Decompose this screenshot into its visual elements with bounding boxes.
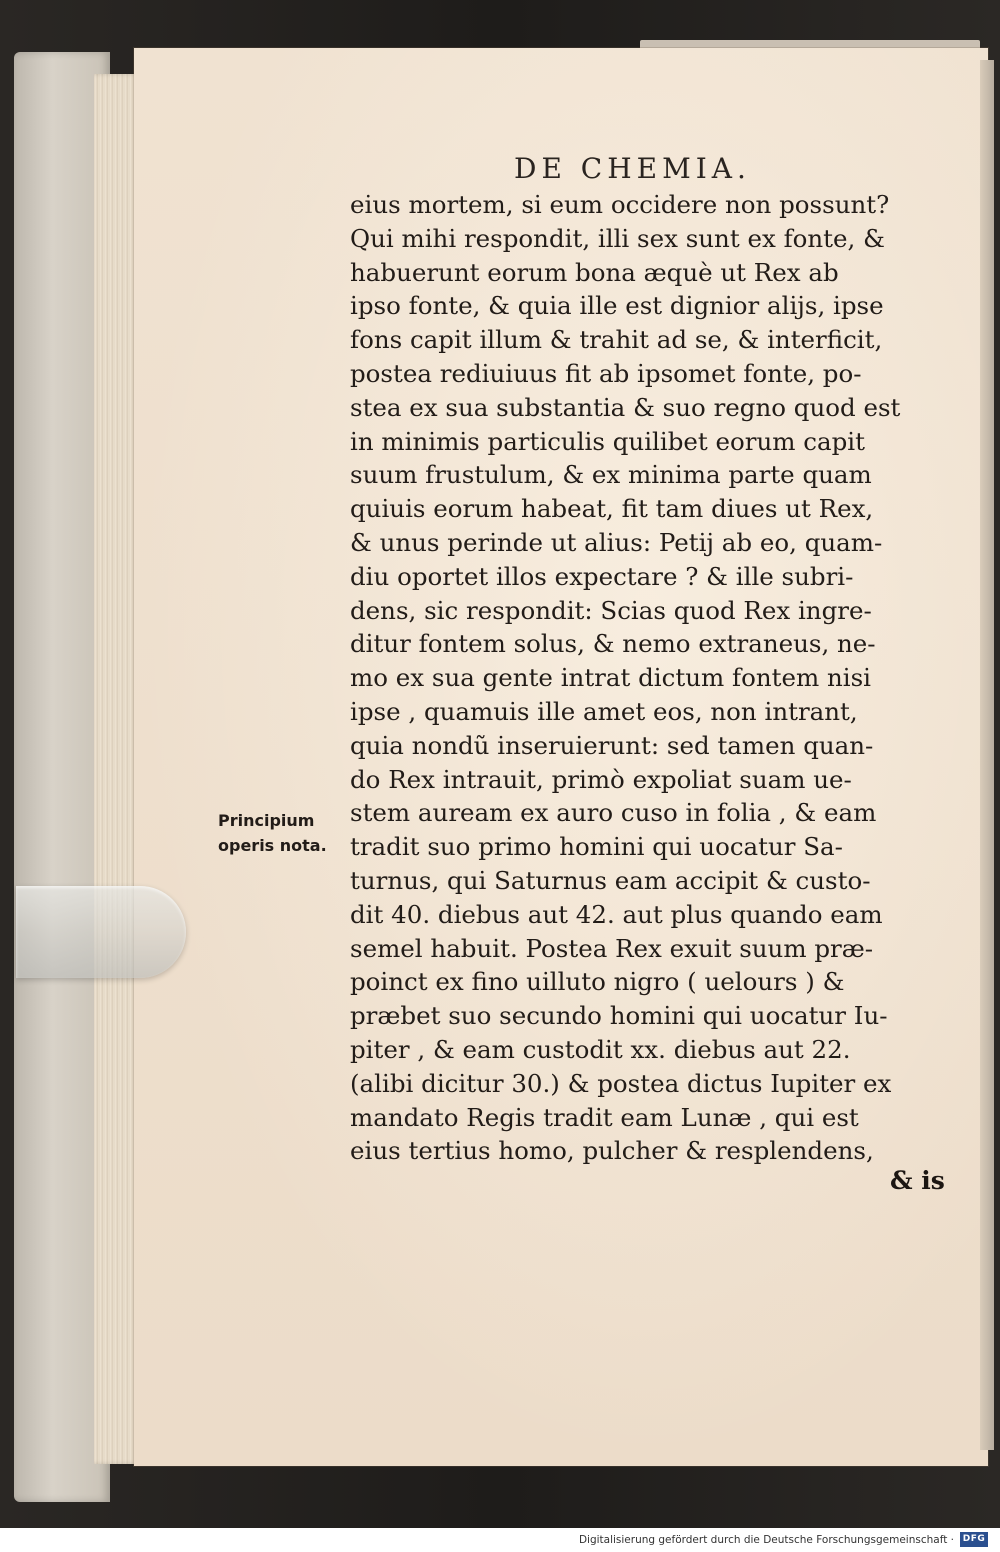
text-line: & unus perinde ut alius: Petij ab eo, quam- — [350, 527, 883, 557]
text-line: poinct ex fino uilluto nigro ( uelours ) & — [350, 967, 845, 997]
text-line: dens, sic respondit: Scias quod Rex ingre- — [350, 595, 872, 625]
text-line: diu oportet illos expectare ? & ille subri- — [350, 561, 854, 591]
text-line: in minimis particulis quilibet eorum capit — [350, 426, 865, 456]
text-line: mandato Regis tradit eam Lunæ , qui est — [350, 1102, 859, 1132]
text-line: Qui mihi respondit, illi sex sunt ex fonte, & — [350, 223, 885, 253]
running-head: DE CHEMIA. — [514, 152, 751, 185]
text-line: quia nondũ inseruierunt: sed tamen quan- — [350, 730, 874, 760]
text-line: eius tertius homo, pulcher & resplendens, — [350, 1136, 874, 1166]
catchword: & is — [890, 1166, 945, 1195]
text-line: postea rediuiuus fit ab ipsomet fonte, po- — [350, 358, 862, 388]
text-line: (alibi dicitur 30.) & postea dictus Iupiter ex — [350, 1068, 892, 1098]
text-line: stem auream ex auro cuso in folia , & eam — [350, 798, 877, 828]
body-text — [350, 188, 962, 1168]
text-line: piter , & eam custodit xx. diebus aut 22. — [350, 1034, 851, 1064]
text-line: semel habuit. Postea Rex exuit suum præ- — [350, 933, 874, 963]
text-line: tradit suo primo homini qui uocatur Sa- — [350, 832, 843, 862]
page-right-edge — [980, 60, 994, 1450]
funding-credit: Digitalisierung gefördert durch die Deutsche Forschungsgemeinschaft · — [578, 1534, 954, 1546]
text-line: ipse , quamuis ille amet eos, non intrant, — [350, 696, 858, 726]
text-line: ditur fontem solus, & nemo extraneus, ne- — [350, 629, 876, 659]
marginal-note — [218, 808, 348, 858]
text-line: suum frustulum, & ex minima parte quam — [350, 460, 872, 490]
marginal-note-line: operis nota. — [218, 836, 327, 855]
text-line: præbet suo secundo homini qui uocatur Iu- — [350, 1001, 888, 1031]
text-line: habuerunt eorum bona æquè ut Rex ab — [350, 257, 839, 287]
marginal-note-line: Principium — [218, 811, 315, 830]
text-line: eius mortem, si eum occidere non possunt? — [350, 190, 890, 219]
text-line: do Rex intrauit, primò expoliat suam ue- — [350, 764, 852, 794]
text-line: ipso fonte, & quia ille est dignior alijs, ipse — [350, 291, 884, 321]
page-holder-clip — [16, 886, 186, 978]
text-line: quiuis eorum habeat, fit tam diues ut Rex, — [350, 494, 874, 524]
dfg-logo: DFG — [960, 1532, 988, 1547]
text-line: turnus, qui Saturnus eam accipit & custo- — [350, 865, 871, 895]
text-line: fons capit illum & trahit ad se, & interficit, — [350, 325, 883, 355]
text-line: stea ex sua substantia & suo regno quod est — [350, 392, 901, 422]
text-line: dit 40. diebus aut 42. aut plus quando eam — [350, 899, 883, 929]
text-line: mo ex sua gente intrat dictum fontem nisi — [350, 663, 871, 693]
